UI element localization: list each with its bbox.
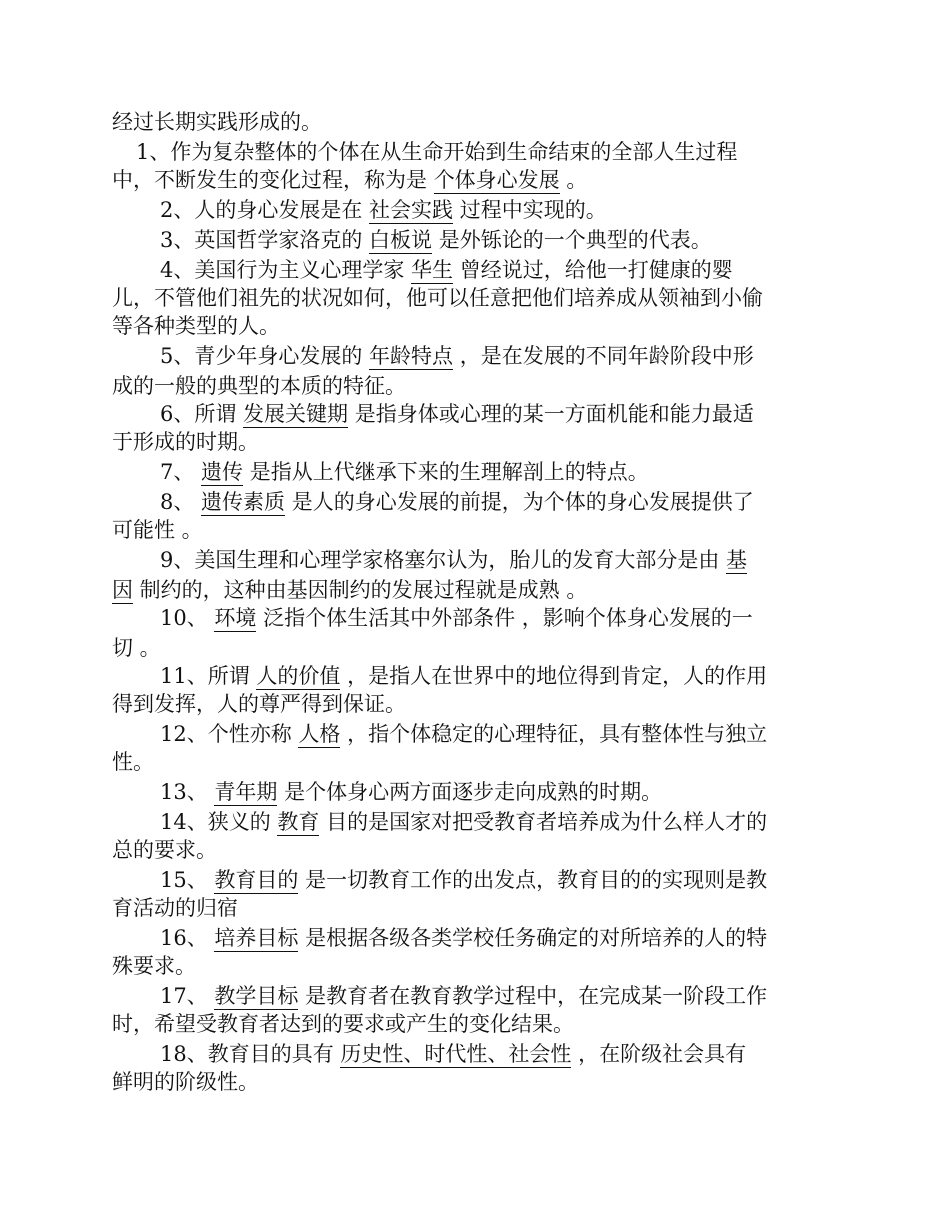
answer-blank: 个体身心发展 [433,168,560,192]
answer-blank: 历史性、时代性、社会性 [340,1042,572,1066]
text-line [112,894,238,922]
text-segment: 8、 [160,490,202,514]
text-segment: 4、美国行为主义心理学家 [160,258,412,282]
text-line [112,748,154,776]
text-segment: 切 。 [112,636,161,660]
text-segment: 时，希望受教育者达到的要求或产生的变化结果。 [112,1012,574,1036]
text-line [160,342,754,370]
answer-blank: 白板说 [369,228,433,252]
text-line [112,836,217,864]
text-segment: 12、个性亦称 [160,722,299,746]
answer-blank: 遗传素质 [201,490,286,514]
text-line [160,458,649,486]
text-segment: 可能性 。 [112,518,203,542]
text-segment: 得到发挥，人的尊严得到保证。 [112,692,406,716]
text-segment: 是个体身心两方面逐步走向成熟的时期。 [277,780,663,804]
answer-blank: 培养目标 [214,926,299,950]
answer-blank: 遗传 [201,460,244,484]
text-line [112,166,587,194]
text-line [112,372,406,400]
text-segment: ，指个体稳定的心理特征，具有整体性与独立 [340,722,768,746]
text-segment: 是指从上代继承下来的生理解剖上的特点。 [243,460,649,484]
text-line [160,778,662,806]
text-line [160,924,767,952]
answer-blank: 教学目标 [214,984,299,1008]
text-segment: 经过长期实践形成的。 [112,110,322,134]
text-segment: 11、所谓 [160,664,257,688]
text-segment: 16、 [160,926,215,950]
text-segment: 5、青少年身心发展的 [160,344,370,368]
text-line [160,982,767,1010]
text-segment: 是根据各级各类学校任务确定的对所培养的人的特 [298,926,768,950]
answer-blank: 发展关键期 [243,402,349,426]
answer-blank: 社会实践 [369,198,454,222]
text-segment: 等各种类型的人。 [112,314,280,338]
text-segment: 是教育者在教育教学过程中，在完成某一阶段工作 [298,984,768,1008]
text-segment: 总的要求。 [112,838,217,862]
text-segment: 是外铄论的一个典型的代表。 [432,228,712,252]
text-segment: 2、人的身心发展是在 [160,198,370,222]
text-segment: 是人的身心发展的前提，为个体的身心发展提供了 [285,490,754,514]
text-line [160,1040,746,1068]
text-segment: 6、所谓 [160,402,244,426]
text-segment: 成的一般的典型的本质的特征。 [112,374,406,398]
text-segment: 性。 [112,750,154,774]
text-line [160,488,754,516]
text-line [112,690,406,718]
text-line [136,138,737,166]
text-segment: 是一切教育工作的出发点，教育目的的实现则是教 [298,868,768,892]
text-segment: ，是在发展的不同年龄阶段中形 [453,344,754,368]
text-line [112,1068,259,1096]
text-line [160,808,767,836]
answer-blank: 因 [112,578,133,602]
text-segment: 是指身体或心理的某一方面机能和能力最适 [348,402,754,426]
text-segment: 。 [559,168,588,192]
text-segment: ，是指人在世界中的地位得到肯定，人的作用 [340,664,768,688]
text-segment: 过程中实现的。 [453,198,607,222]
answer-blank: 人格 [298,722,341,746]
text-line [160,720,767,748]
text-segment: 9、美国生理和心理学家格塞尔认为，胎儿的发育大部分是由 [160,548,727,572]
text-segment: 18、教育目的具有 [160,1042,341,1066]
text-segment: 目的是国家对把受教育者培养成为什么样人才的 [319,810,768,834]
text-line [112,108,322,136]
text-segment: 殊要求。 [112,954,196,978]
text-line [160,604,753,632]
text-line [112,952,196,980]
answer-blank: 教育目的 [214,868,299,892]
answer-blank: 环境 [214,606,257,630]
text-line [112,576,587,604]
text-segment: 3、英国哲学家洛克的 [160,228,370,252]
text-line [160,256,733,284]
text-line [112,284,763,312]
answer-blank: 教育 [277,810,320,834]
text-segment: 10、 [160,606,215,630]
text-line [160,662,767,690]
text-segment: 鲜明的阶级性。 [112,1070,259,1094]
text-segment: ，在阶级社会具有 [571,1042,747,1066]
text-segment: 于形成的时期。 [112,430,259,454]
text-line [112,516,203,544]
text-segment: 育活动的归宿 [112,896,238,920]
answer-blank: 华生 [411,258,454,282]
text-segment: 13、 [160,780,215,804]
text-segment: 儿，不管他们祖先的状况如何，他可以任意把他们培养成从领袖到小偷 [112,286,763,310]
text-segment: 制约的，这种由基因制约的发展过程就是成熟 。 [133,578,588,602]
text-segment: 泛指个体生活其中外部条件 ，影响个体身心发展的一 [256,606,753,630]
text-segment: 14、狭义的 [160,810,278,834]
text-line [112,428,259,456]
text-line [112,1010,574,1038]
answer-blank: 基 [726,548,748,572]
text-segment: 7、 [160,460,202,484]
text-line [160,866,767,894]
text-segment: 17、 [160,984,215,1008]
answer-blank: 年龄特点 [369,344,454,368]
text-line [160,196,607,224]
text-line [160,400,754,428]
text-segment: 15、 [160,868,215,892]
answer-blank: 青年期 [214,780,278,804]
answer-blank: 人的价值 [256,664,341,688]
text-segment: 1、作为复杂整体的个体在从生命开始到生命结束的全部人生过程 [136,140,738,164]
text-line [112,312,280,340]
text-line [112,634,161,662]
text-line [160,226,712,254]
text-line [160,546,747,574]
text-segment: 曾经说过，给他一打健康的婴 [453,258,733,282]
text-segment: 中，不断发生的变化过程，称为是 [112,168,434,192]
